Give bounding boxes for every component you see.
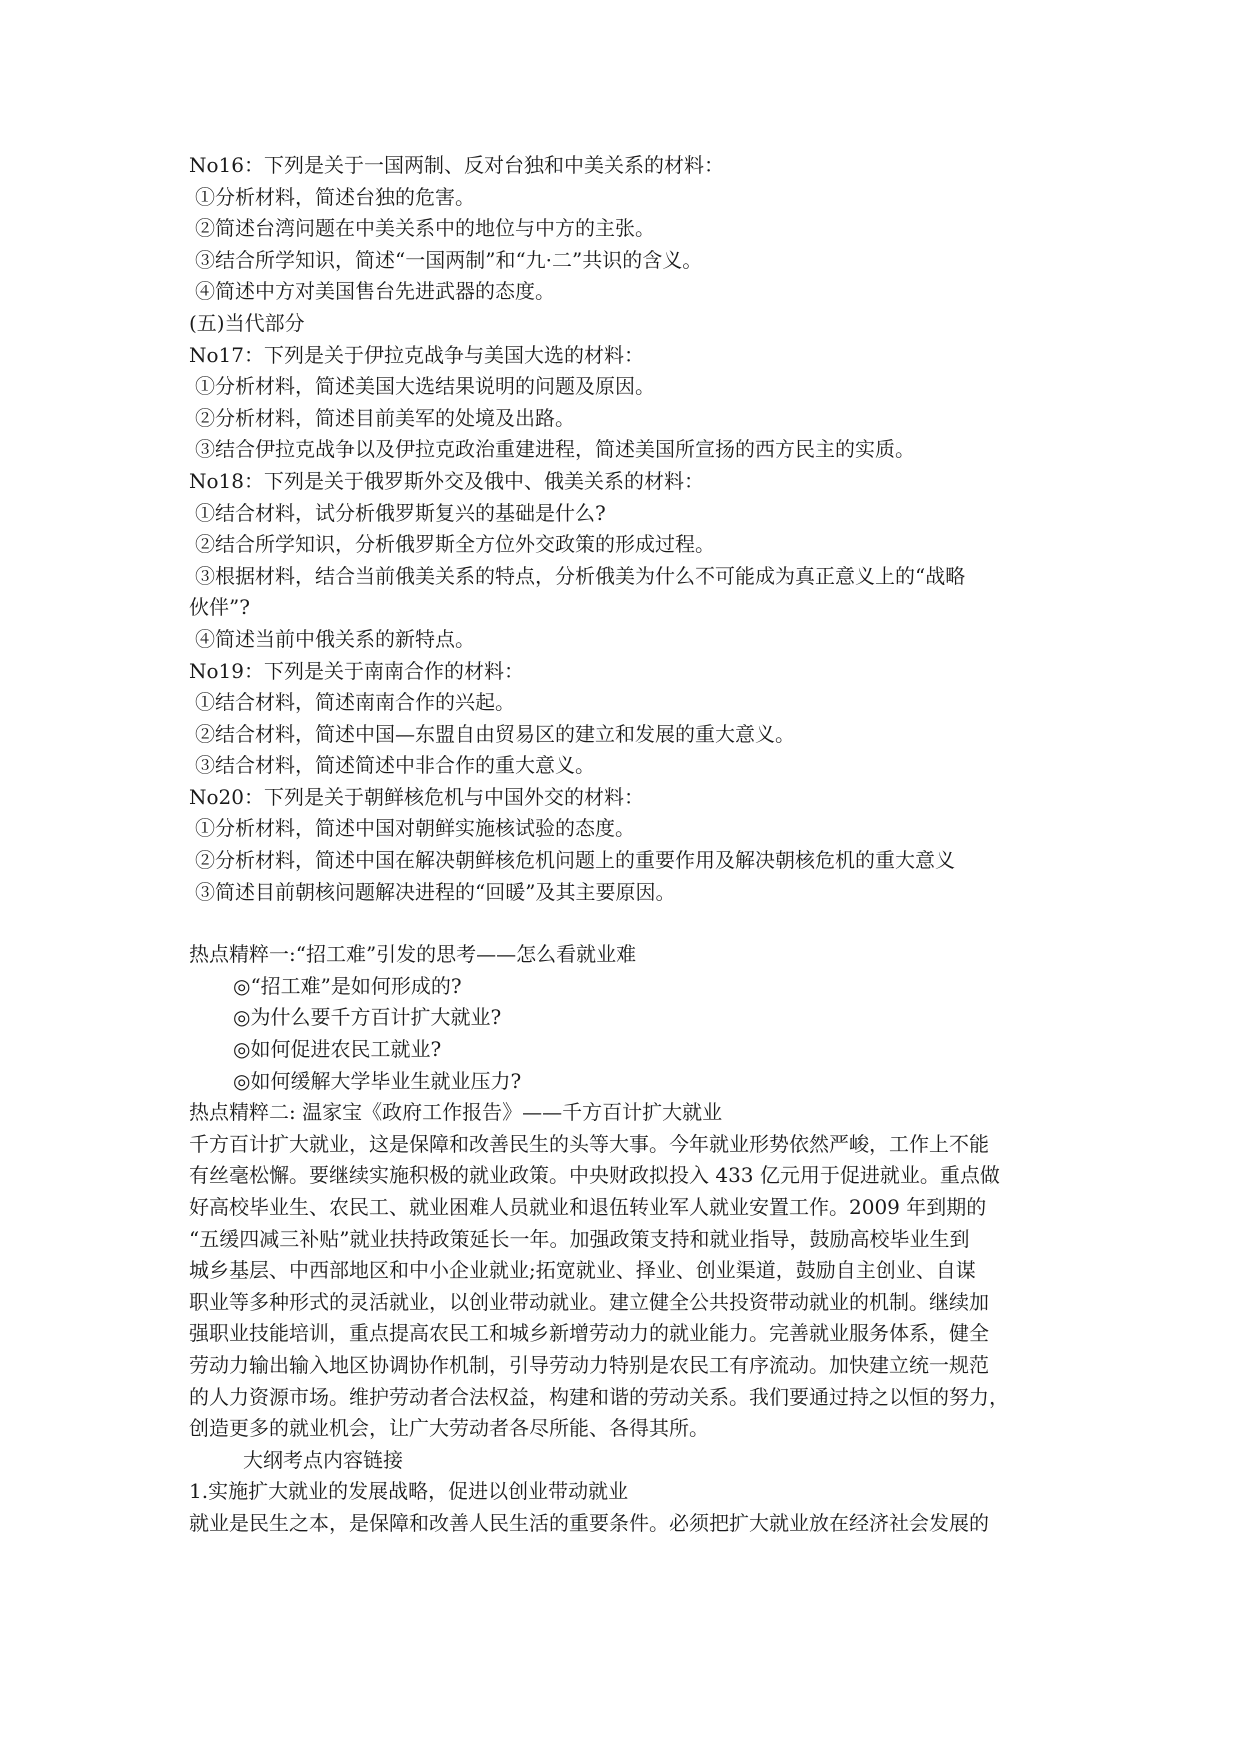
question-19-title: No19：下列是关于南南合作的材料： <box>189 658 524 683</box>
paragraph-line: 职业等多种形式的灵活就业，以创业带动就业。建立健全公共投资带动就业的机制。继续加 <box>189 1289 989 1314</box>
question-18-item-4: ④简述当前中俄关系的新特点。 <box>195 626 475 651</box>
part-heading-contemporary: (五)当代部分 <box>189 310 305 335</box>
question-16-item-4: ④简述中方对美国售台先进武器的态度。 <box>195 279 555 304</box>
question-16-item-2: ②简述台湾问题在中美关系中的地位与中方的主张。 <box>195 216 655 241</box>
question-18-title: No18：下列是关于俄罗斯外交及俄中、俄美关系的材料： <box>189 468 704 493</box>
hot-topic-1-bullet-1: ◎“招工难”是如何形成的? <box>233 973 462 998</box>
hot-topic-2-title: 热点精粹二: 温家宝《政府工作报告》——千方百计扩大就业 <box>189 1100 723 1125</box>
question-16-item-3: ③结合所学知识，简述“一国两制”和“九·二”共识的含义。 <box>195 247 703 272</box>
hot-topic-1-bullet-2: ◎为什么要千方百计扩大就业? <box>233 1005 502 1030</box>
syllabus-point-1-text: 就业是民生之本，是保障和改善人民生活的重要条件。必须把扩大就业放在经济社会发展的 <box>189 1510 989 1535</box>
question-17-item-2: ②分析材料，简述目前美军的处境及出路。 <box>195 405 575 430</box>
question-17-item-1: ①分析材料，简述美国大选结果说明的问题及原因。 <box>195 374 655 399</box>
question-17-title: No17：下列是关于伊拉克战争与美国大选的材料： <box>189 342 644 367</box>
paragraph-line: 创造更多的就业机会，让广大劳动者各尽所能、各得其所。 <box>189 1416 709 1441</box>
question-18-item-3-cont: 伙伴”? <box>189 595 250 620</box>
section-spacer <box>189 908 1059 939</box>
hot-topic-2-paragraph <box>189 1129 1059 1445</box>
paragraph-line: 千方百计扩大就业，这是保障和改善民生的头等大事。今年就业形势依然严峻，工作上不能 <box>189 1131 989 1156</box>
paragraph-line: 有丝毫松懈。要继续实施积极的就业政策。中央财政拟投入 433 亿元用于促进就业。重点做 <box>189 1163 1000 1188</box>
syllabus-link-heading: 大纲考点内容链接 <box>243 1447 403 1472</box>
question-18-item-1: ①结合材料，试分析俄罗斯复兴的基础是什么? <box>195 500 606 525</box>
hot-topic-1-bullet-3: ◎如何促进农民工就业? <box>233 1037 442 1062</box>
question-20-item-3: ③简述目前朝核问题解决进程的“回暖”及其主要原因。 <box>195 879 676 904</box>
question-17-item-3: ③结合伊拉克战争以及伊拉克政治重建进程，简述美国所宣扬的西方民主的实质。 <box>195 437 915 462</box>
paragraph-line: 的人力资源市场。维护劳动者合法权益，构建和谐的劳动关系。我们要通过持之以恒的努力， <box>189 1384 1009 1409</box>
question-18-item-3: ③根据材料，结合当前俄美关系的特点，分析俄美为什么不可能成为真正意义上的“战略 <box>195 563 966 588</box>
paragraph-line: 强职业技能培训，重点提高农民工和城乡新增劳动力的就业能力。完善就业服务体系，健全 <box>189 1321 989 1346</box>
syllabus-point-1-title: 1.实施扩大就业的发展战略，促进以创业带动就业 <box>189 1479 629 1504</box>
paragraph-line: “五缓四减三补贴”就业扶持政策延长一年。加强政策支持和就业指导，鼓励高校毕业生到 <box>189 1226 970 1251</box>
document-page <box>189 150 1059 1540</box>
question-16-title: No16：下列是关于一国两制、反对台独和中美关系的材料： <box>189 153 724 177</box>
paragraph-line: 城乡基层、中西部地区和中小企业就业;拓宽就业、择业、创业渠道，鼓励自主创业、自谋 <box>189 1258 976 1283</box>
question-19-item-2: ②结合材料，简述中国—东盟自由贸易区的建立和发展的重大意义。 <box>195 721 795 746</box>
question-16-item-1: ①分析材料，简述台独的危害。 <box>195 184 475 209</box>
question-18-item-2: ②结合所学知识，分析俄罗斯全方位外交政策的形成过程。 <box>195 532 715 557</box>
question-19-item-1: ①结合材料，简述南南合作的兴起。 <box>195 690 515 715</box>
question-19-item-3: ③结合材料，简述简述中非合作的重大意义。 <box>195 753 595 778</box>
paragraph-line: 劳动力输出输入地区协调协作机制，引导劳动力特别是农民工有序流动。加快建立统一规范 <box>189 1352 989 1377</box>
question-20-item-1: ①分析材料，简述中国对朝鲜实施核试验的态度。 <box>195 816 635 841</box>
question-20-title: No20：下列是关于朝鲜核危机与中国外交的材料： <box>189 784 644 809</box>
hot-topic-1-title: 热点精粹一:“招工难”引发的思考——怎么看就业难 <box>189 942 637 967</box>
question-20-item-2: ②分析材料，简述中国在解决朝鲜核危机问题上的重要作用及解决朝核危机的重大意义 <box>195 848 955 873</box>
hot-topic-1-bullet-4: ◎如何缓解大学毕业生就业压力? <box>233 1068 522 1093</box>
paragraph-line: 好高校毕业生、农民工、就业困难人员就业和退伍转业军人就业安置工作。2009 年到期的 <box>189 1195 987 1219</box>
